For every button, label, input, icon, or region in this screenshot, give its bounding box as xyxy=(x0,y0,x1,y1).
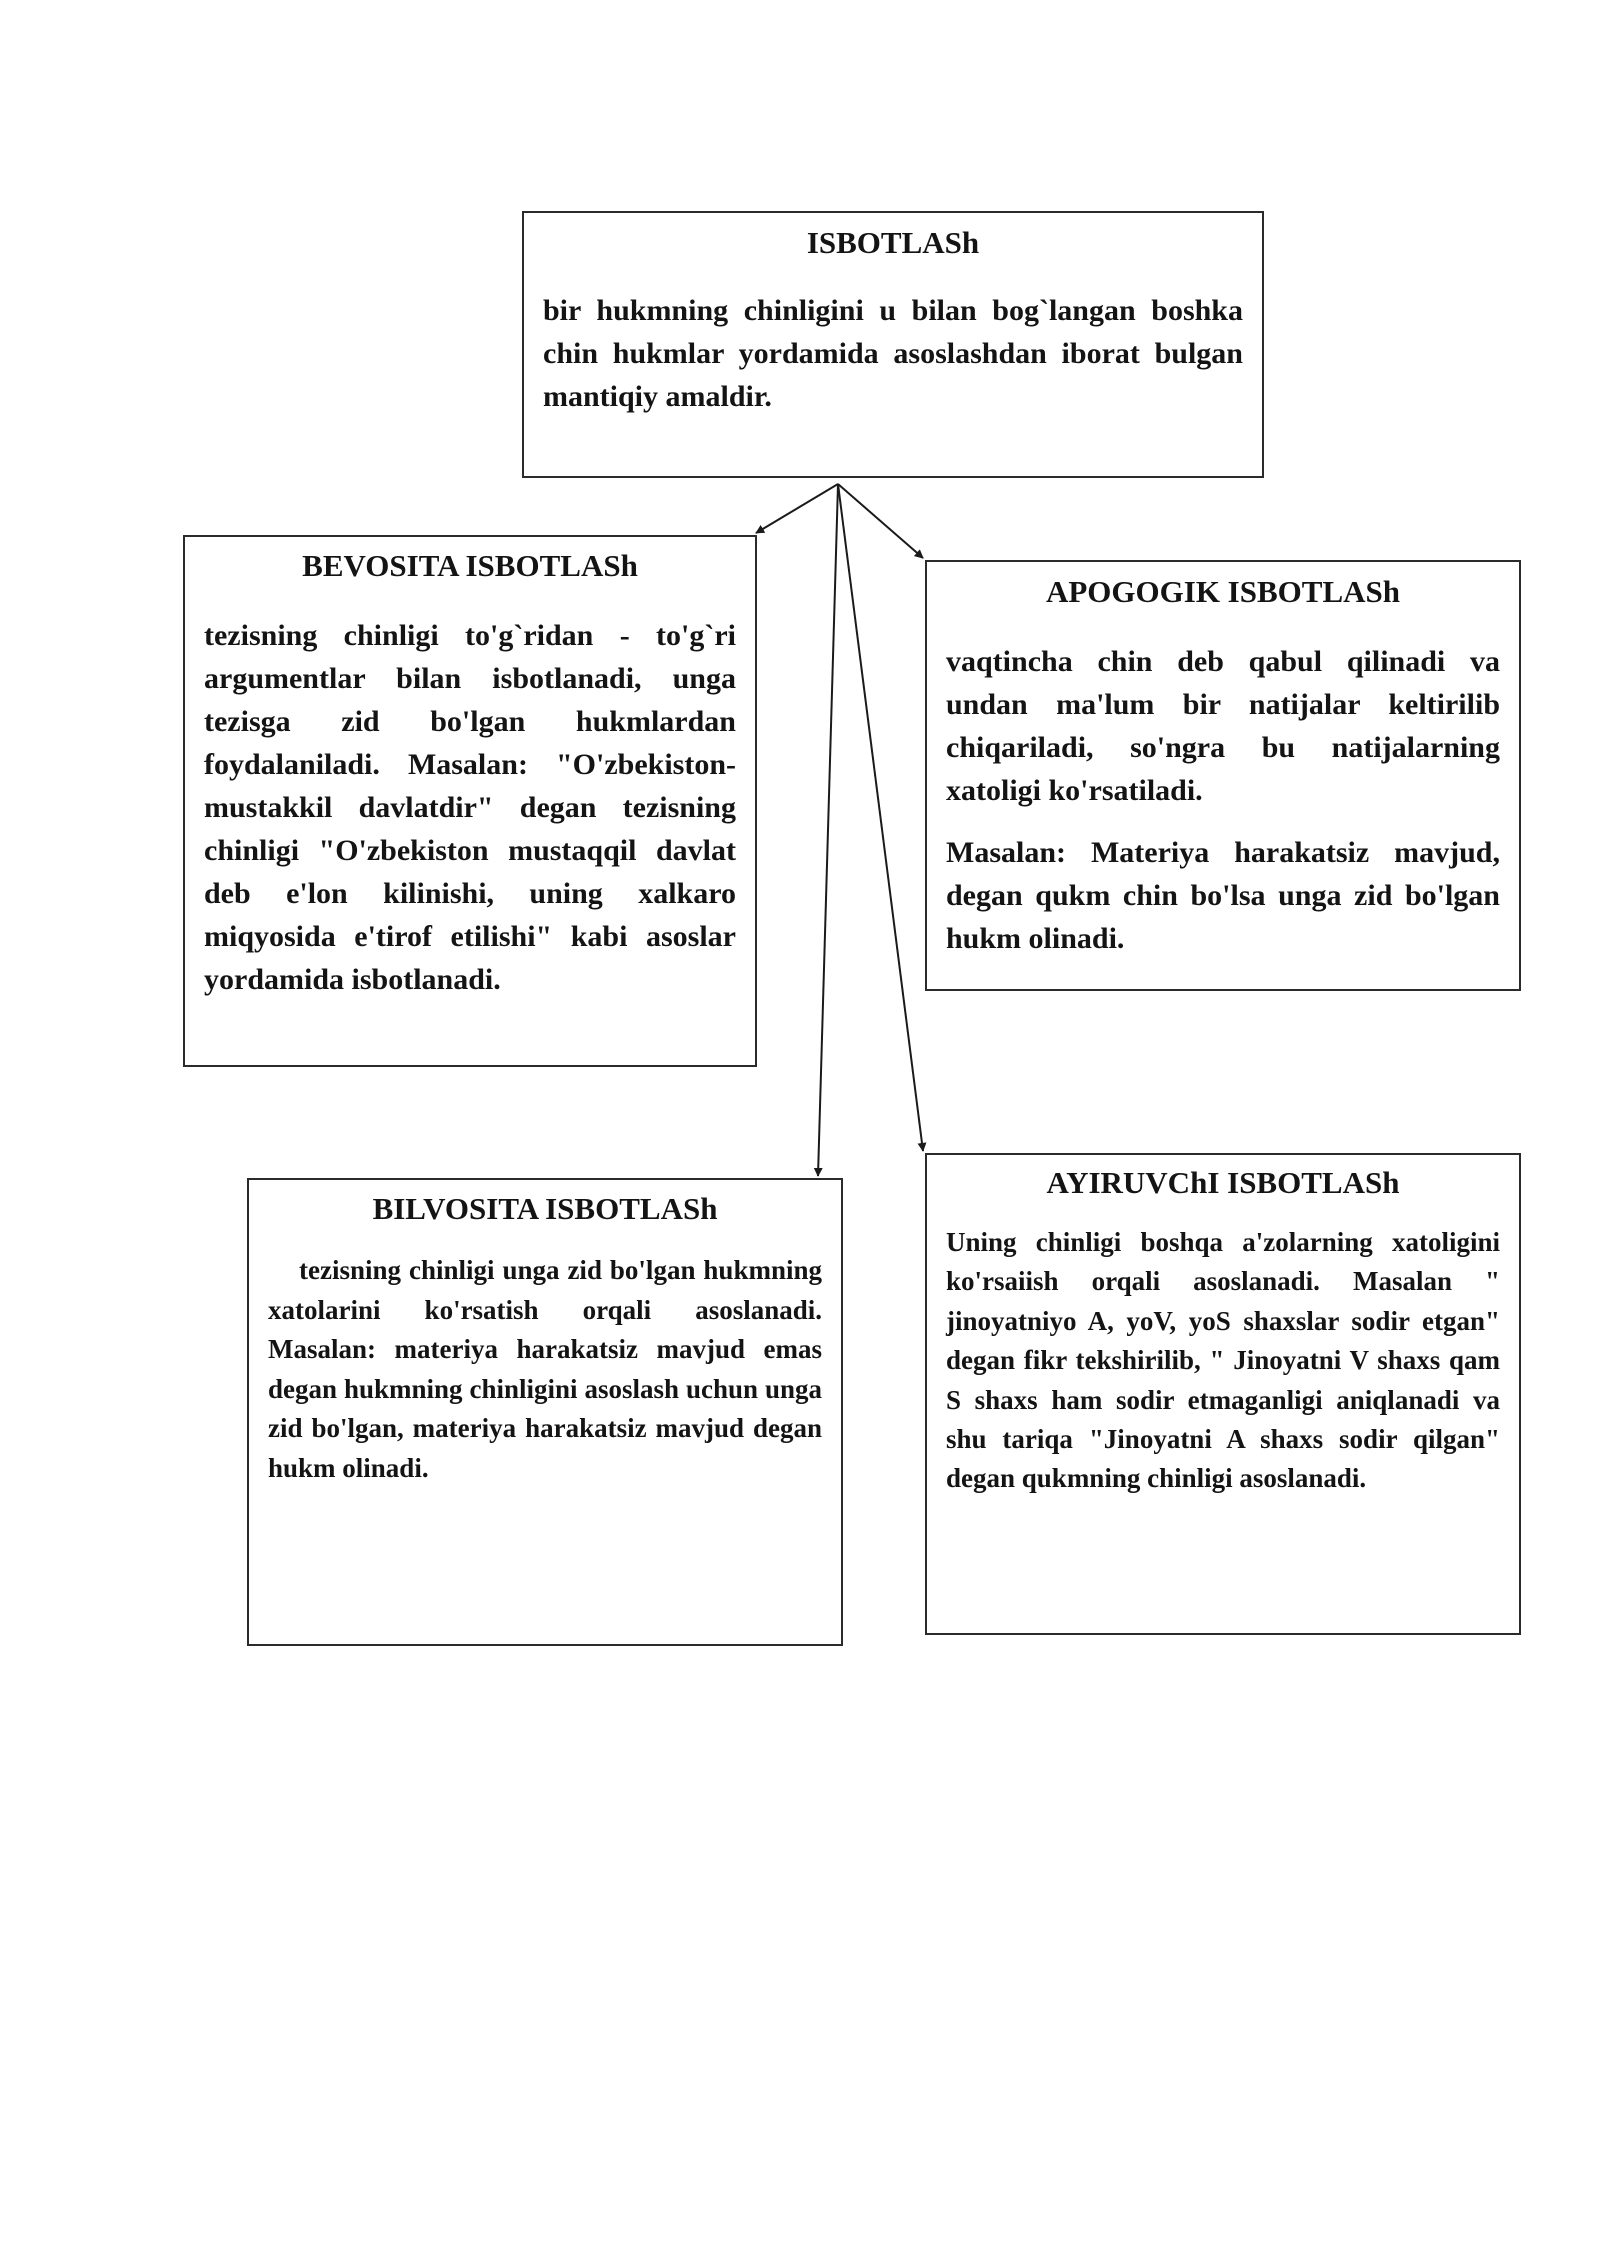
arrow-to-ayiruvchi xyxy=(838,484,923,1151)
bilvosita-node-title: BILVOSITA ISBOTLASh xyxy=(372,1191,718,1226)
apogogik-node-box xyxy=(925,560,1521,991)
root-node-definition: bir hukmning chinligini u bilan bog`langan boshka chin hukmlar yordamida asoslashdan iborat bulgan mantiqiy amaldir. xyxy=(543,294,1243,413)
bevosita-node-definition: tezisning chinligi to'g`ridan - to'g`ri argumentlar bilan isbotlanadi, unga tezisga zid bo'lgan hukmlardan foydalaniladi. Masalan: "O'zbekiston-mustakkil davlatdir" degan tezisning chinligi "O'zbekiston mustaqqil davlat deb e'lon kilinishi, uning xalkaro miqyosida e'tirof etilishi" kabi asoslar yordamida isbotlanadi. xyxy=(204,619,736,996)
root-node-title: ISBOTLASh xyxy=(806,225,980,260)
bevosita-node-box xyxy=(183,535,757,1067)
bevosita-node-title: BEVOSITA ISBOTLASh xyxy=(302,548,638,583)
ayiruvchi-node-box xyxy=(925,1153,1521,1635)
apogogik-node-title: APOGOGIK ISBOTLASh xyxy=(1045,574,1401,609)
root-node-box xyxy=(522,211,1264,478)
bilvosita-node-box xyxy=(247,1178,843,1646)
arrow-to-bevosita xyxy=(756,484,838,533)
ayiruvchi-node-title: AYIRUVChI ISBOTLASh xyxy=(1046,1165,1400,1200)
arrow-to-apogogik xyxy=(838,484,923,558)
arrow-to-bilvosita xyxy=(818,484,838,1176)
apogogik-node-example: Masalan: Materiya harakatsiz mavjud, degan qukm chin bo'lsa unga zid bo'lgan hukm olinadi. xyxy=(946,836,1500,955)
bilvosita-node-definition: tezisning chinligi unga zid bo'lgan hukmning xatolarini ko'rsatish orqali asoslanadi. Masalan: materiya harakatsiz mavjud emas degan hukmning chinligini asoslash uchun unga zid bo'lgan, materiya harakatsiz mavjud degan hukm olinadi. xyxy=(268,1255,822,1483)
ayiruvchi-node-definition: Uning chinligi boshqa a'zolarning xatoligini ko'rsaiish orqali asoslanadi. Masalan " jinoyatniyo A, yoV, yoS shaxslar sodir etgan" degan fikr tekshirilib, " Jinoyatni V shaxs qam S shaxs ham sodir etmaganligi aniqlanadi va shu tariqa "Jinoyatni A shaxs sodir qilgan" degan qukmning chinligi asoslanadi. xyxy=(946,1227,1500,1494)
apogogik-node-definition: vaqtincha chin deb qabul qilinadi va undan ma'lum bir natijalar keltirilib chiqariladi, so'ngra bu natijalarning xatoligi ko'rsatiladi. xyxy=(946,645,1500,807)
